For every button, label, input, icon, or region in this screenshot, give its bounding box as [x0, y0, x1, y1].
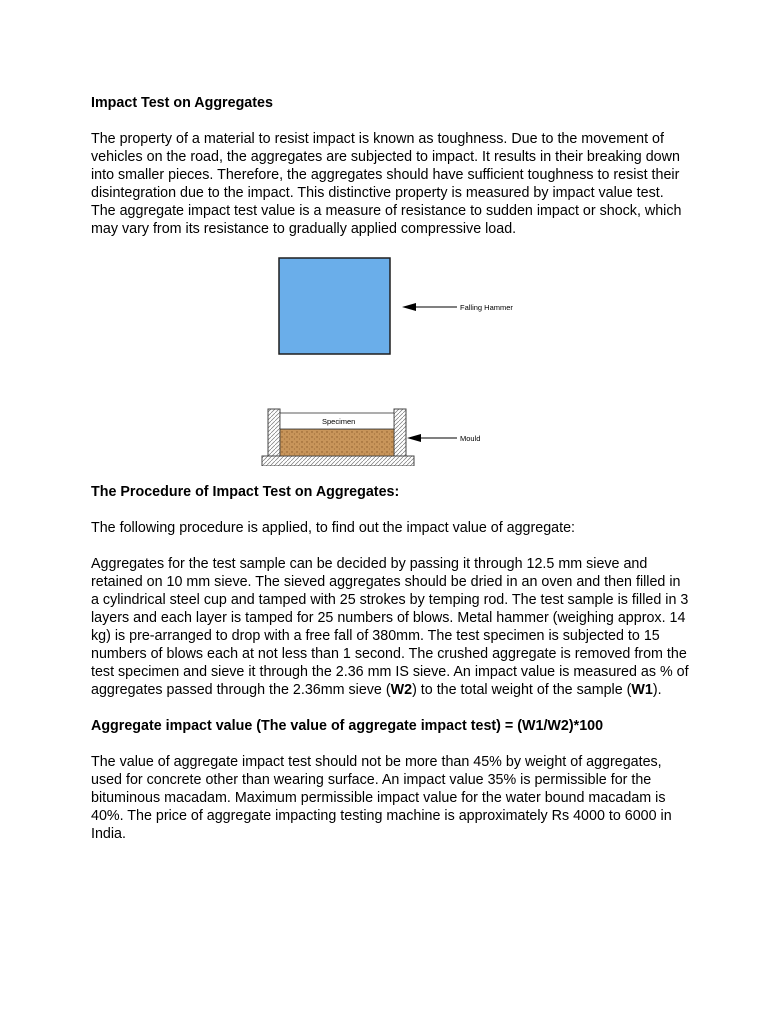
- page-title: Impact Test on Aggregates: [91, 95, 273, 111]
- w1-symbol: W1: [631, 682, 653, 698]
- document-page: [91, 94, 691, 843]
- procedure-lead: The following procedure is applied, to find out the impact value of aggregate:: [91, 520, 576, 536]
- procedure-text-b: ) to the total weight of the sample (: [412, 682, 632, 698]
- procedure-paragraph: [91, 555, 691, 699]
- impact-test-diagram: [91, 241, 691, 466]
- mould-arrow-head: [407, 434, 421, 442]
- impact-value-formula: Aggregate impact value (The value of aggregate impact test) = (W1/W2)*100: [91, 718, 604, 734]
- hammer-block: [279, 258, 390, 354]
- mould-left-wall: [268, 409, 280, 456]
- mould-base: [262, 456, 414, 466]
- diagram-svg: [91, 241, 691, 466]
- mould-right-wall: [394, 409, 406, 456]
- procedure-heading: The Procedure of Impact Test on Aggregates:: [91, 484, 400, 500]
- mould-label: Mould: [460, 434, 481, 443]
- procedure-text-c: ).: [652, 682, 662, 698]
- conclusion-paragraph: The value of aggregate impact test should not be more than 45% by weight of aggregates, used for concrete other than wearing surface. An impact value 35% is permissible for the bituminous macadam. Maximum permissible impact value for the water bound macadam is 40%. The price of aggregate impacting testing machine is approximately Rs 4000 to 6000 in India.: [91, 754, 672, 842]
- aggregate-sample: [280, 429, 394, 456]
- procedure-text-a: Aggregates for the test sample can be decided by passing it through 12.5 mm sieve and retained on 10 mm sieve. The sieved aggregates should be dried in an oven and then filled in a cylindrical steel cup and tamped with 25 strokes by temping rod. The test sample is filled in 3 layers and each layer is tamped for 25 numbers of blows. Metal hammer (weighing approx. 14 kg) is pre-arranged to drop with a free fall of 380mm. The test specimen is subjected to 15 numbers of blows each at not less than 1 second. The crushed aggregate is removed from the test specimen and sieve it through the 2.36 mm IS sieve. An impact value is measured as % of aggregates passed through the 2.36mm sieve (: [91, 556, 689, 698]
- hammer-arrow-head: [402, 303, 416, 311]
- intro-paragraph: The property of a material to resist impact is known as toughness. Due to the movement of vehicles on the road, the aggregates are subjected to impact. It results in their breaking down into smaller pieces. Therefore, the aggregates should have sufficient toughness to resist their disintegration due to the impact. This distinctive property is measured by impact value test. The aggregate impact test value is a measure of resistance to sudden impact or shock, which may vary from its resistance to gradually applied compressive load.: [91, 131, 682, 237]
- specimen-label: Specimen: [322, 417, 356, 426]
- w2-symbol: W2: [390, 682, 413, 698]
- falling-hammer-label: Falling Hammer: [460, 303, 513, 312]
